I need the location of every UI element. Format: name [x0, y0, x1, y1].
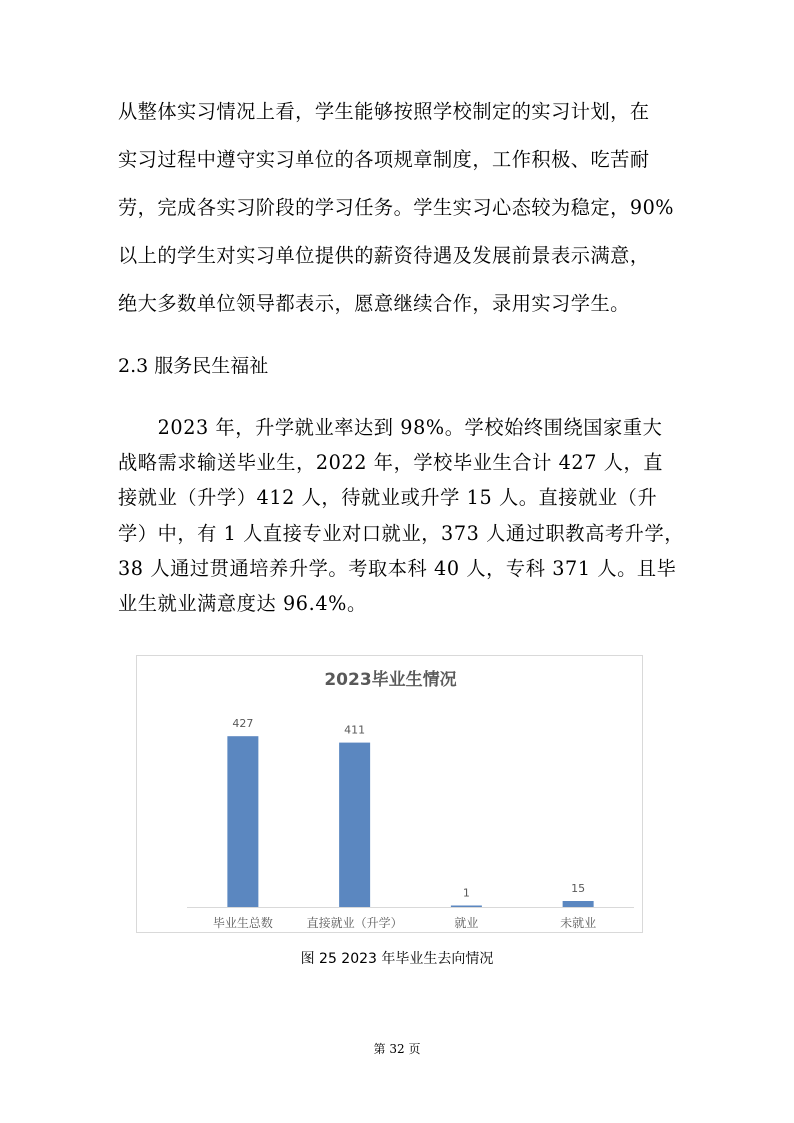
paragraph-line: 绝大多数单位领导都表示，愿意继续合作，录用实习学生。 [118, 292, 630, 315]
category-label-1: 直接就业（升学） [306, 916, 403, 930]
paragraph-line: 以上的学生对实习单位提供的薪资待遇及发展前景表示满意， [118, 244, 650, 267]
bar-2 [451, 906, 482, 908]
figure-caption: 图 25 2023 年毕业生去向情况 [300, 951, 494, 967]
data-label-1: 411 [344, 723, 366, 737]
section-heading: 2.3 服务民生福祉 [118, 355, 269, 377]
paragraph-line: 接就业（升学）412 人，待就业或升学 15 人。直接就业（升 [118, 486, 658, 510]
paragraph-line: 劳，完成各实习阶段的学习任务。学生实习心态较为稳定，90% [118, 196, 675, 219]
employment-paragraph [118, 410, 690, 621]
paragraph-line: 学）中，有 1 人直接专业对口就业，373 人通过职教高考升学， [118, 521, 685, 545]
bar-0 [227, 736, 258, 907]
category-label-0: 毕业生总数 [212, 916, 273, 930]
chart-title: 2023毕业生情况 [324, 670, 457, 690]
paragraph-line: 战略需求输送毕业生，2022 年，学校毕业生合计 427 人，直 [118, 451, 664, 475]
page-number: 第 32 页 [373, 1042, 421, 1056]
data-label-3: 15 [571, 882, 586, 895]
bar-3 [563, 901, 594, 907]
data-label-2: 1 [462, 886, 470, 900]
graduate-chart [136, 655, 643, 933]
intro-paragraph [118, 88, 690, 328]
paragraph-line: 业生就业满意度达 96.4%。 [118, 592, 367, 616]
category-label-2: 就业 [454, 916, 479, 930]
paragraph-line: 实习过程中遵守实习单位的各项规章制度，工作积极、吃苦耐 [118, 148, 650, 171]
chart-plot [137, 656, 644, 934]
bar-1 [339, 743, 370, 907]
paragraph-line: 38 人通过贯通培养升学。考取本科 40 人，专科 371 人。且毕 [118, 556, 677, 580]
data-label-0: 427 [232, 717, 254, 731]
category-label-3: 未就业 [560, 916, 597, 930]
paragraph-line: 从整体实习情况上看，学生能够按照学校制定的实习计划，在 [118, 100, 650, 123]
paragraph-line: 2023 年，升学就业率达到 98%。学校始终围绕国家重大 [118, 416, 663, 439]
